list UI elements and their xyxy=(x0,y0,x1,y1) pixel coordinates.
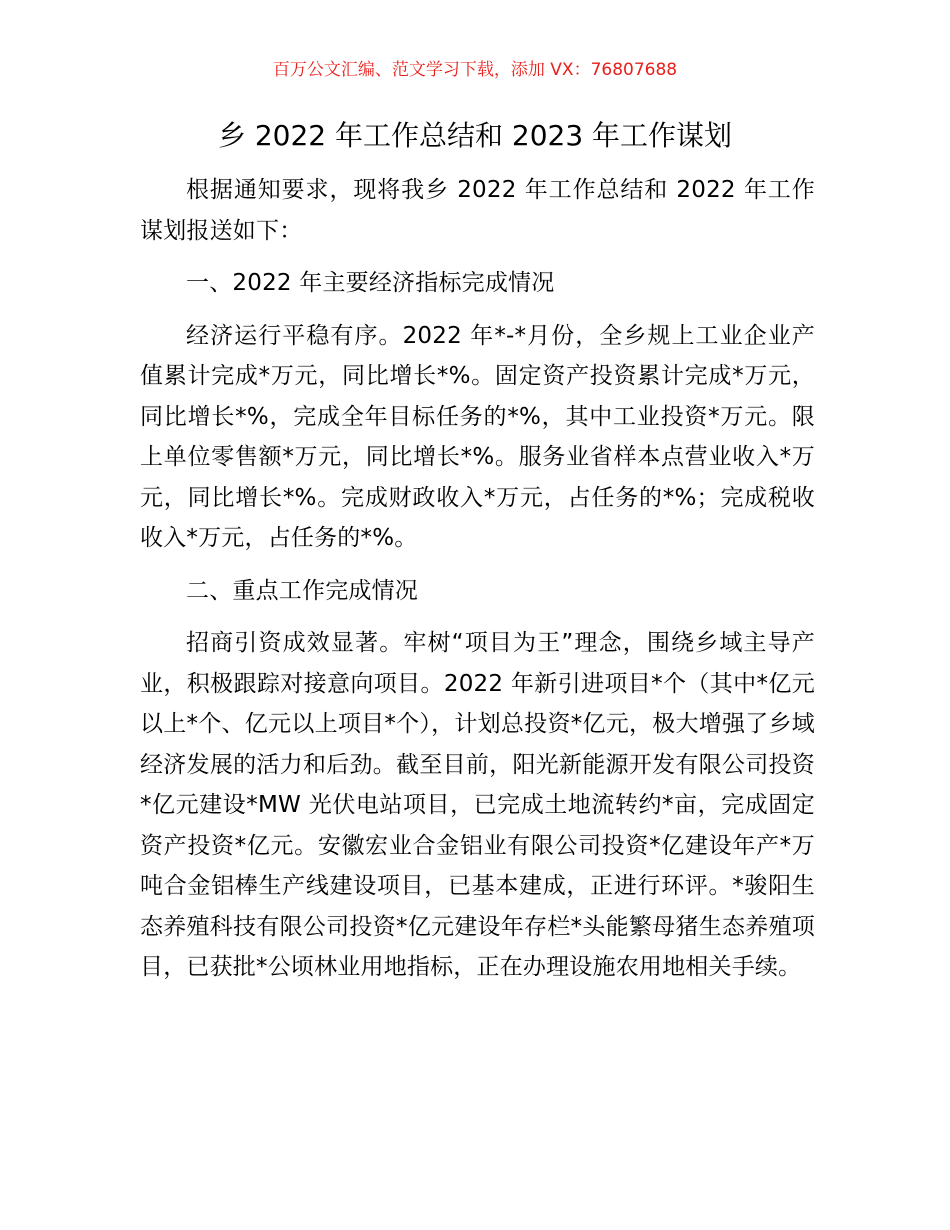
section-heading-1: 一、2022 年主要经济指标完成情况 xyxy=(186,270,555,296)
header-banner: 百万公文汇编、范文学习下载，添加 VX：76807688 xyxy=(272,60,678,80)
document-body xyxy=(140,170,815,1000)
section-heading-2: 二、重点工作完成情况 xyxy=(186,577,418,604)
document-title: 乡 2022 年工作总结和 2023 年工作谋划 xyxy=(217,119,733,152)
section-paragraph-1: 经济运行平稳有序。2022 年*-*月份，全乡规上工业企业产值累计完成*万元，同比增长*%。固定资产投资累计完成*万元，同比增长*%，完成全年目标任务的*%，其中工业投资*万元。限上单位零售额*万元，同比增长*%。服务业省样本点营业收入*万元，同比增长*%。完成财政收入*万元，占任务的*%；完成税收收入*万元，占任务的*%。 xyxy=(140,322,815,551)
section-paragraph-2: 招商引资成效显著。牢树“项目为王”理念，围绕乡域主导产业，积极跟踪对接意向项目。2022 年新引进项目*个（其中*亿元以上*个、亿元以上项目*个），计划总投资*亿元，极大增强了乡域经济发展的活力和后劲。截至目前，阳光新能源开发有限公司投资*亿元建设*MW 光伏电站项目，已完成土地流转约*亩，完成固定资产投资*亿元。安徽宏业合金铝业有限公司投资*亿建设年产*万吨合金铝棒生产线建设项目，已基本建成，正进行环评。*骏阳生态养殖科技有限公司投资*亿元建设年存栏*头能繁母猪生态养殖项目，已获批*公顷林业用地指标，正在办理设施农用地相关手续。 xyxy=(140,630,815,980)
intro-paragraph: 根据通知要求，现将我乡 2022 年工作总结和 2022 年工作谋划报送如下： xyxy=(140,177,815,244)
